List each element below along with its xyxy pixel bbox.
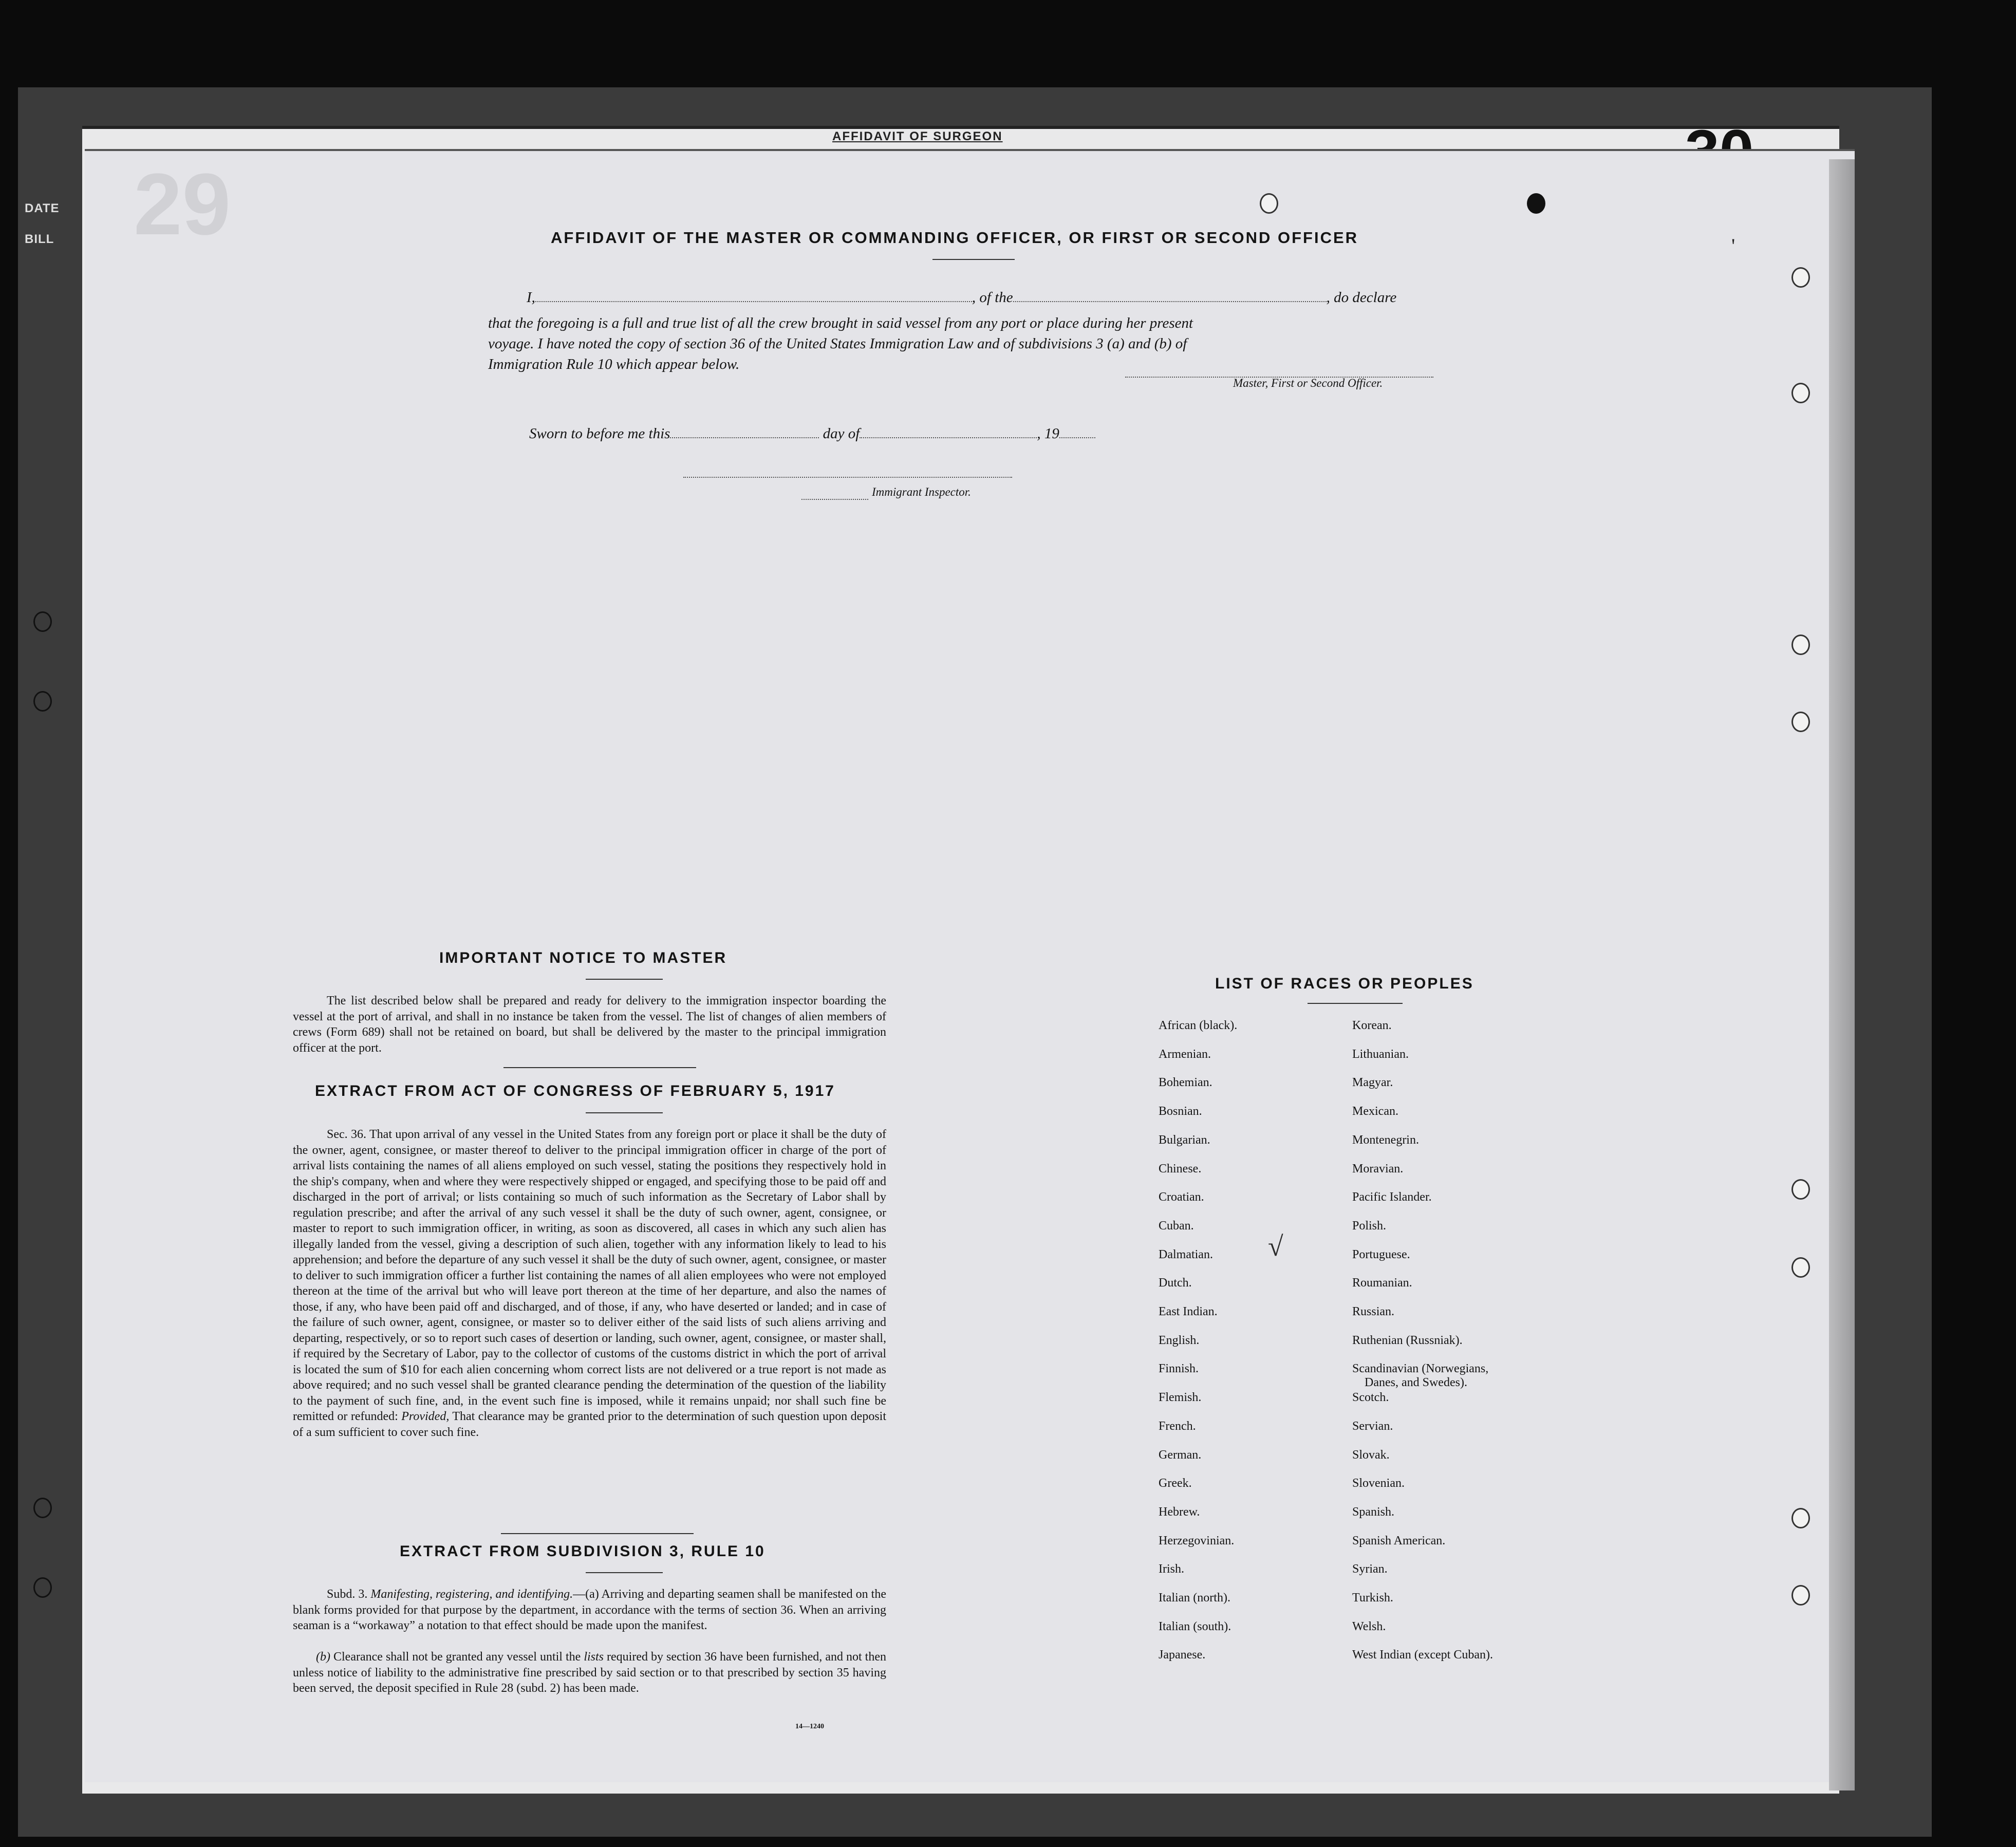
- races-rule: [1308, 1003, 1403, 1004]
- notice-heading: IMPORTANT NOTICE TO MASTER: [439, 949, 727, 966]
- race-item: Chinese.: [1159, 1162, 1202, 1176]
- race-item: African (black).: [1159, 1019, 1238, 1032]
- affidavit-of-the: , of the: [972, 289, 1013, 306]
- rule-subd-a: [293, 1587, 886, 1634]
- subd-a-text: Arriving and departing seamen shall be manifested on the blank forms provided for that purpose by the department, in accordance with the terms of section 36. When an arriving seaman is a “workaway” a notation to that effect should be made upon the manifest.: [293, 1588, 887, 1632]
- race-item: Servian.: [1352, 1419, 1393, 1433]
- inspector-caption-row: [801, 487, 868, 504]
- race-item: Slovak.: [1352, 1448, 1390, 1462]
- act-heading: EXTRACT FROM ACT OF CONGRESS OF FEBRUARY 5, 1917: [315, 1083, 835, 1099]
- affidavit-declare: , do declare: [1326, 289, 1397, 306]
- sworn-year-blank: [1059, 432, 1095, 438]
- race-item: Bohemian.: [1159, 1076, 1212, 1090]
- sworn-day-blank: [670, 432, 819, 438]
- punch-hole-right: [1791, 1257, 1810, 1278]
- punch-hole-right: [1791, 1508, 1810, 1528]
- race-item: Hebrew.: [1159, 1505, 1200, 1519]
- sworn-prefix: Sworn to before me this: [529, 425, 670, 442]
- bleed-through-mark: 29: [134, 156, 231, 253]
- race-item: Ruthenian (Russniak).: [1352, 1333, 1463, 1347]
- race-item: Dutch.: [1159, 1276, 1192, 1290]
- subd-b-lists: lists: [584, 1650, 604, 1664]
- race-item: Finnish.: [1159, 1362, 1199, 1376]
- notice-body: [293, 993, 886, 1056]
- race-item: English.: [1159, 1333, 1200, 1347]
- punch-hole-left: [33, 611, 52, 632]
- race-item: Syrian.: [1352, 1562, 1388, 1576]
- act-text: That upon arrival of any vessel in the United States from any foreign port or place it shall be the duty of the owner, agent, consignee, or master thereof to deliver to the principal immigration officer in charge of the port of arrival lists containing the names of all aliens employed on such vessel, stating the positions they respectively hold in the ship's company, when and where they were respectively shipped or engaged, and specifying those to be paid off and discharged in the port of arrival; or lists containing so much of such information as the Secretary of Labor shall by regulation prescribe; and after the arrival of any such vessel it shall be the duty of such owner, agent, consignee, or master to report to such immigration officer, in writing, as soon as discovered, all cases in which any such alien has illegally landed from the vessel, giving a description of such alien, together with any information likely to lead to his apprehension; and before the departure of any such vessel it shall be the duty of such owner, agent, consignee, or master to deliver to such immigration officer a further list containing the names of all alien employees who were not employed thereon at the time of the arrival but who will leave port thereon at the time of her departure, and also the names of those, if any, who have been paid off and discharged, and of those, if any, who have deserted or landed; and in case of the failure of such owner, agent, consignee, or master so to deliver either of the said lists of such aliens arriving and departing, respectively, or so to report such cases of desertion or landing, such owner, agent, consignee, or master shall, if required by the Secretary of Labor, pay to the collector of customs of the customs district in which the port of arrival is located the sum of $10 for each alien concerning whom correct lists are not delivered or a true report is not made as above required; and no such vessel shall be granted clearance pending the determination of the question of the liability to the payment of such fine, and, in the event such fine is imposed, while it remains unpaid; nor shall such fine be remitted or refunded:: [293, 1128, 886, 1423]
- race-item: French.: [1159, 1419, 1196, 1433]
- handwritten-check-mark: √: [1268, 1231, 1283, 1262]
- punch-hole-left: [33, 1577, 52, 1598]
- strip-label-date: DATE: [25, 201, 60, 215]
- race-item: Russian.: [1352, 1305, 1395, 1318]
- sworn-year: , 19: [1037, 425, 1059, 442]
- act-section-label: Sec. 36.: [327, 1128, 367, 1141]
- punch-hole-top: [1260, 193, 1278, 214]
- race-item: Welsh.: [1352, 1619, 1386, 1633]
- act-body: [293, 1127, 886, 1440]
- race-item: Lithuanian.: [1352, 1047, 1409, 1061]
- name-blank: [535, 296, 972, 302]
- race-item: Turkish.: [1352, 1591, 1393, 1605]
- act-proviso: That clearance may be granted prior to the determination of such question upon deposit of a sum sufficient to cover such fine.: [293, 1410, 887, 1439]
- sworn-line: [529, 425, 1095, 442]
- subd-a-label: —(a): [573, 1588, 599, 1601]
- underlying-page-title: AFFIDAVIT OF SURGEON: [832, 129, 1003, 143]
- act-proviso-label: Provided,: [401, 1410, 450, 1423]
- punch-hole-right: [1791, 1179, 1810, 1200]
- race-item: Irish.: [1159, 1562, 1184, 1576]
- subd-b-label: (b): [316, 1650, 330, 1664]
- notice-bottom-rule: [503, 1067, 696, 1068]
- race-item: Italian (south).: [1159, 1619, 1231, 1633]
- race-item: Pacific Islander.: [1352, 1190, 1432, 1204]
- race-item: Spanish American.: [1352, 1534, 1446, 1547]
- race-item: Japanese.: [1159, 1648, 1206, 1662]
- punch-hole-right: [1791, 712, 1810, 732]
- page-edge: [1829, 159, 1855, 1790]
- affidavit-line-1: [527, 289, 1396, 306]
- subd-title: Manifesting, registering, and identifying.: [370, 1588, 573, 1601]
- signature-caption: Master, First or Second Officer.: [1233, 377, 1383, 389]
- race-item: Mexican.: [1352, 1105, 1398, 1118]
- sworn-month-blank: [860, 432, 1037, 438]
- race-item: Herzegovinian.: [1159, 1534, 1235, 1547]
- punch-hole-top-dark: [1527, 193, 1545, 214]
- subd-label: Subd. 3.: [327, 1588, 368, 1601]
- affidavit-line-2: that the foregoing is a full and true list of all the crew brought in said vessel from any port or place during her present: [488, 315, 1193, 331]
- inspector-signature-blank: [683, 465, 1012, 482]
- race-item: Croatian.: [1159, 1190, 1204, 1204]
- subd-b-text-1: Clearance shall not be granted any vessel until the: [333, 1650, 581, 1664]
- rule-subd-b: [293, 1649, 886, 1696]
- act-bottom-rule: [501, 1533, 694, 1534]
- punch-hole-right: [1791, 267, 1810, 288]
- heading-rule: [932, 259, 1015, 260]
- race-item: Armenian.: [1159, 1047, 1211, 1061]
- punch-hole-left: [33, 1498, 52, 1518]
- race-item: East Indian.: [1159, 1305, 1218, 1318]
- race-item: Moravian.: [1352, 1162, 1404, 1176]
- subd-b-text-2: required by section 36 have been furnished, and not then unless notice of liability to the administrative fine prescribed by said section or to that prescribed by section 35 having been served, the deposit specified in Rule 28 (subd. 2) has been made.: [293, 1650, 886, 1695]
- races-heading: LIST OF RACES OR PEOPLES: [1215, 975, 1474, 992]
- affidavit-line-4: Immigration Rule 10 which appear below.: [488, 356, 740, 372]
- affidavit-heading: AFFIDAVIT OF THE MASTER OR COMMANDING OFFICER, OR FIRST OR SECOND OFFICER: [551, 229, 1359, 247]
- race-item: Montenegrin.: [1352, 1133, 1419, 1147]
- punch-hole-left: [33, 691, 52, 712]
- affidavit-i: I,: [527, 289, 535, 306]
- race-item: West Indian (except Cuban).: [1352, 1648, 1493, 1662]
- race-item: Portuguese.: [1352, 1247, 1410, 1261]
- race-item: Korean.: [1352, 1019, 1392, 1032]
- race-item: Greek.: [1159, 1477, 1192, 1490]
- rule-rule: [586, 1572, 663, 1573]
- race-item: Italian (north).: [1159, 1591, 1230, 1605]
- race-item: Bulgarian.: [1159, 1133, 1210, 1147]
- race-item: Dalmatian.: [1159, 1247, 1213, 1261]
- race-item: Roumanian.: [1352, 1276, 1412, 1290]
- punch-hole-right: [1791, 1585, 1810, 1606]
- race-item: Scandinavian (Norwegians, Danes, and Swedes).: [1352, 1362, 1489, 1390]
- race-item: Bosnian.: [1159, 1105, 1202, 1118]
- act-rule: [586, 1112, 663, 1113]
- rule-heading: EXTRACT FROM SUBDIVISION 3, RULE 10: [400, 1543, 766, 1560]
- punch-hole-right: [1791, 383, 1810, 403]
- notice-text: The list described below shall be prepared and ready for delivery to the immigration inspector boarding the vessel at the port of arrival, and shall in no instance be taken from the vessel. The list of changes of alien members of crews (Form 689) shall not be retained on board, but shall be delivered by the master to the principal immigration officer at the port.: [293, 994, 886, 1055]
- notice-rule: [586, 979, 663, 980]
- race-item: Magyar.: [1352, 1076, 1393, 1090]
- affidavit-line-3: voyage. I have noted the copy of section 36 of the United States Immigration Law and of subdivisions 3 (a) and (b) of: [488, 335, 1187, 352]
- race-item: Cuban.: [1159, 1219, 1194, 1233]
- race-item: Polish.: [1352, 1219, 1387, 1233]
- inspector-caption: Immigrant Inspector.: [872, 486, 971, 498]
- race-item: Scotch.: [1352, 1391, 1389, 1405]
- vessel-blank: [1013, 296, 1327, 302]
- ink-mark: ': [1731, 234, 1735, 257]
- printer-imprint: 14—1240: [795, 1723, 824, 1730]
- document-page: [85, 149, 1855, 1782]
- punch-hole-right: [1791, 635, 1810, 655]
- race-item: Slovenian.: [1352, 1477, 1405, 1490]
- race-item: Spanish.: [1352, 1505, 1395, 1519]
- sworn-day-of: day of: [823, 425, 860, 442]
- race-item: Flemish.: [1159, 1391, 1202, 1405]
- strip-label-bill: BILL: [25, 232, 54, 246]
- race-item: German.: [1159, 1448, 1202, 1462]
